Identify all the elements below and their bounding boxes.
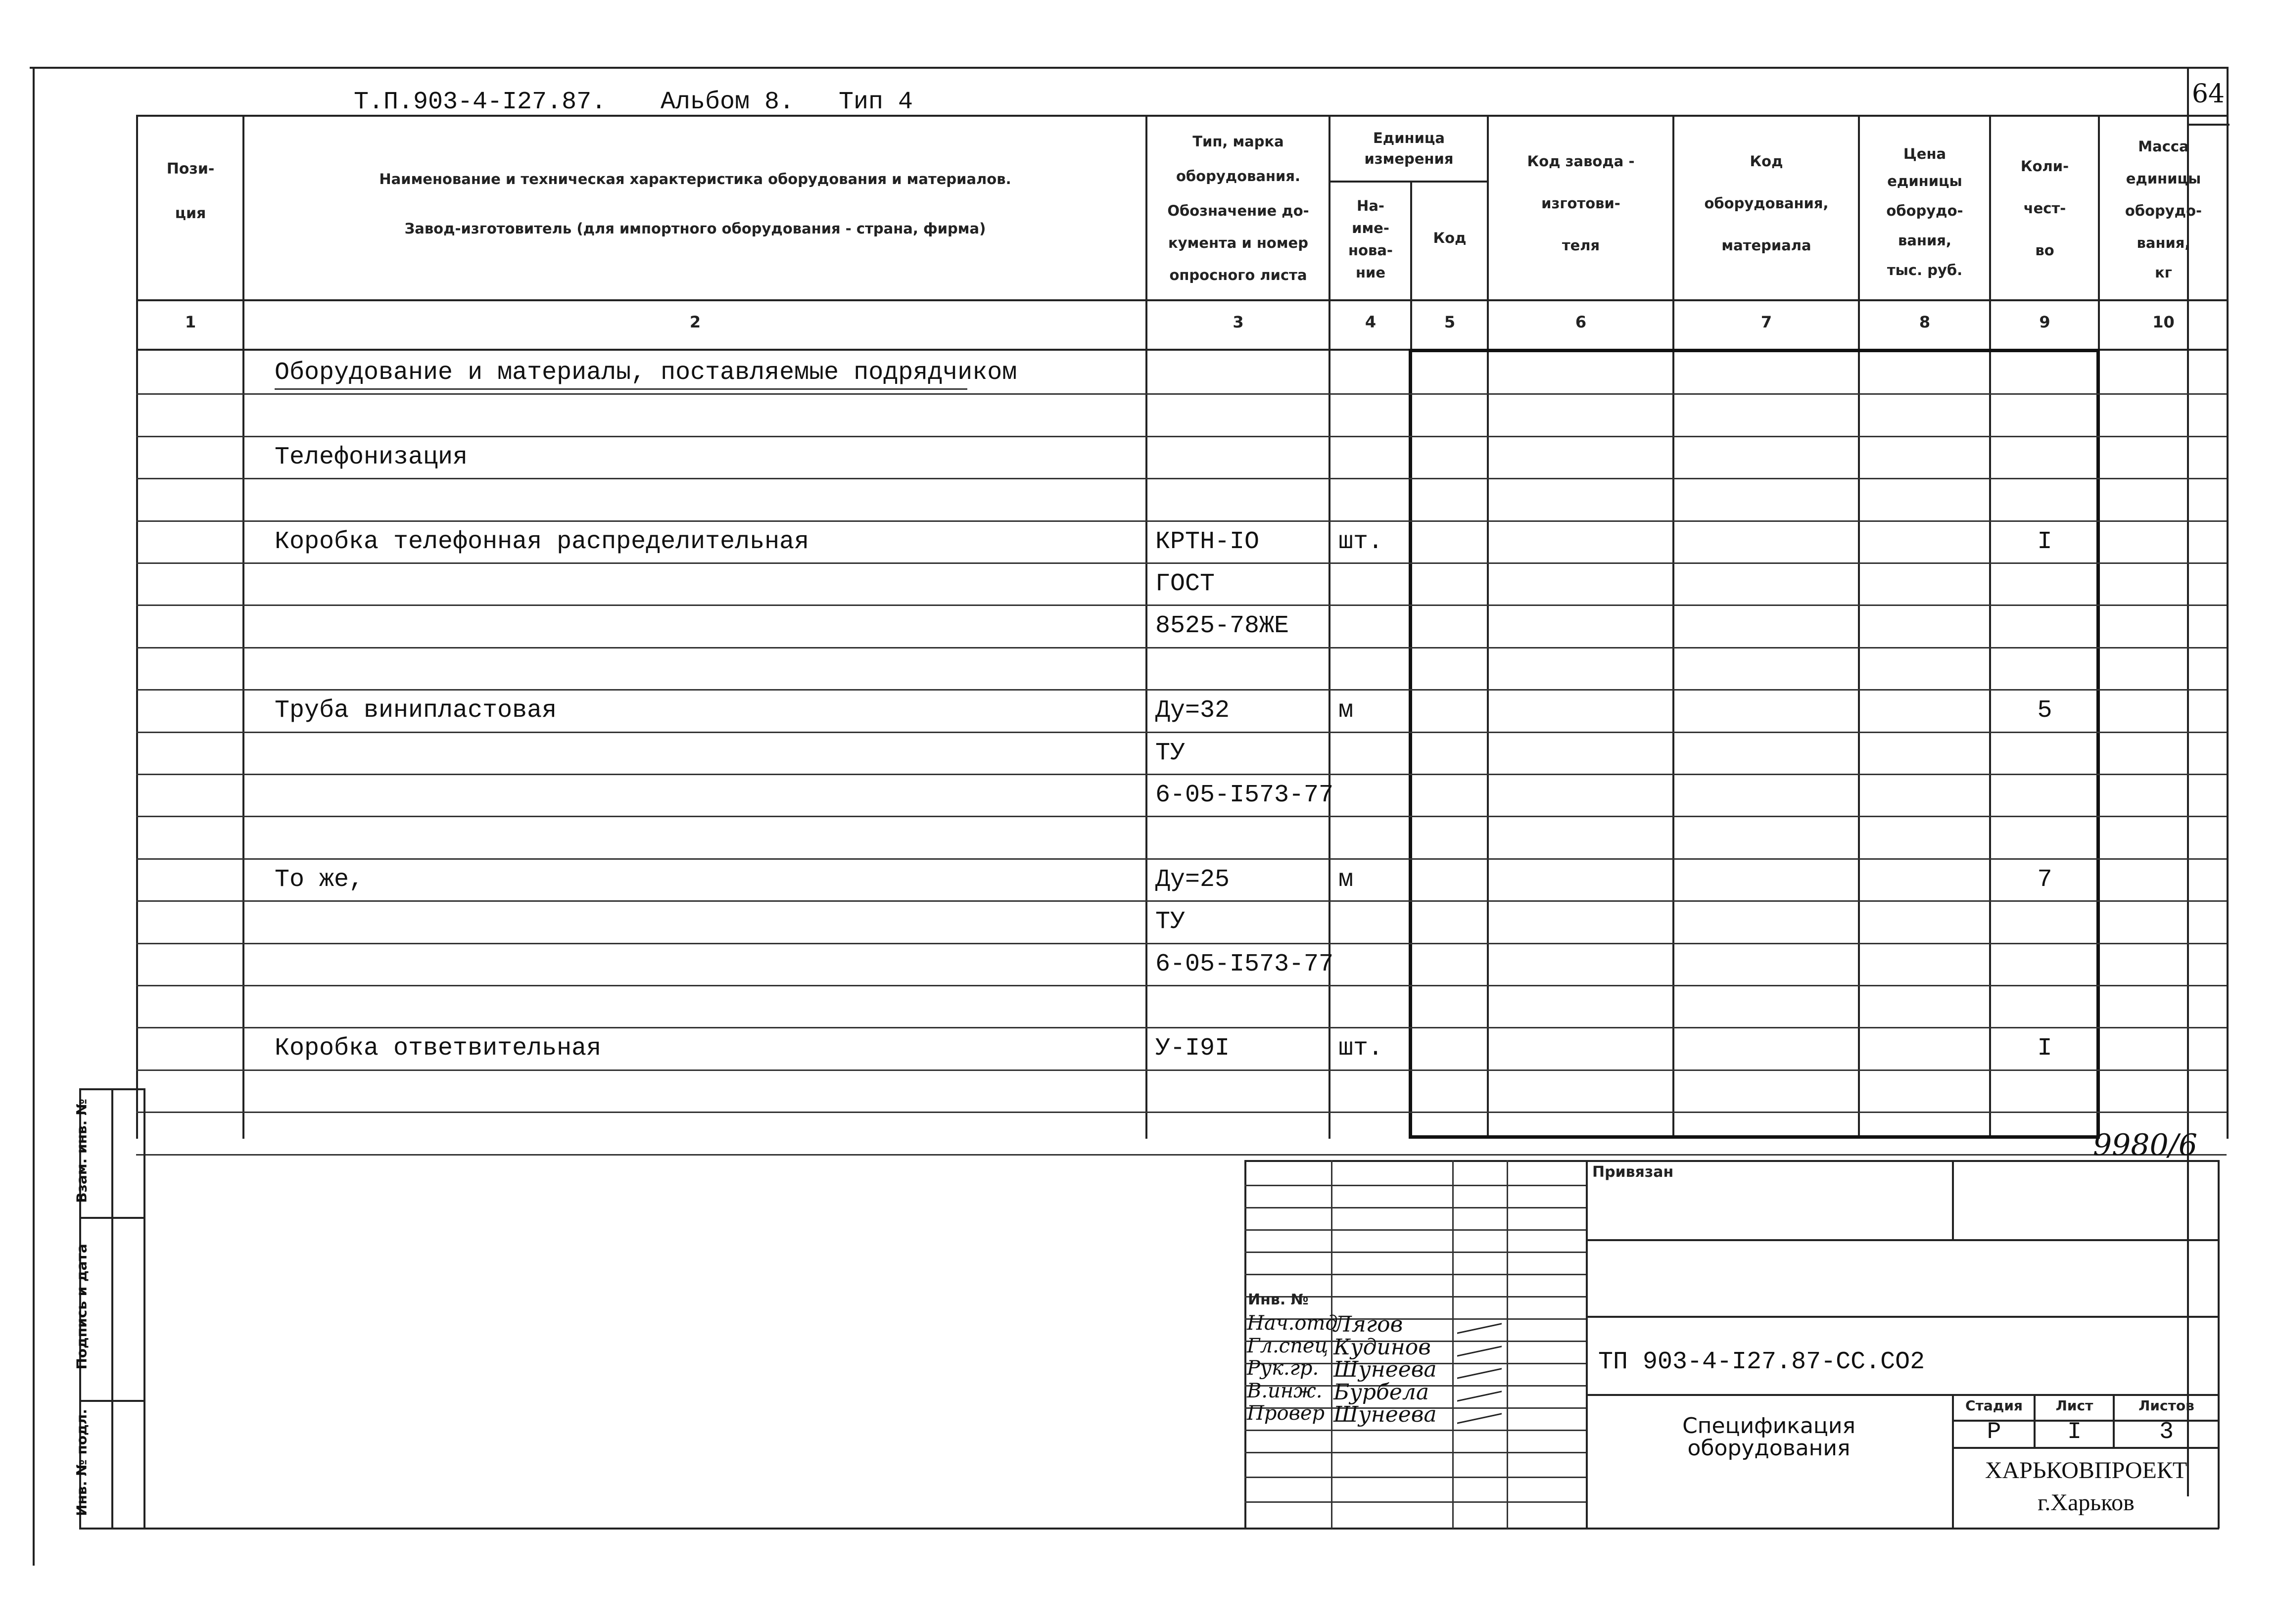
row-divider [136,858,2227,860]
frame-top [30,67,2227,69]
sheets-value: 3 [2159,1419,2174,1445]
title-grid-line [1244,1252,1586,1253]
item-type: У-I9I [1155,1034,1230,1063]
row-divider [136,816,2227,817]
signer-name: Шунеева [1333,1402,1437,1427]
item-type: Ду=32 [1155,696,1230,725]
item-type: ГОСТ [1155,570,1215,598]
sheets-label: Листов [2138,1397,2194,1414]
hdr-col8-e: тыс. руб. [1887,262,1963,278]
item-type: Ду=25 [1155,865,1230,894]
hdr-col6-a: Код завода - [1527,153,1635,170]
table-right-border [2227,115,2229,1139]
signer-role: Гл.спец [1247,1334,1329,1357]
item-type: 8525-78ЖЕ [1155,612,1289,641]
hdr-col5: Код [1433,230,1467,246]
colnum-6: 6 [1575,313,1587,331]
title-grid-line [1244,1207,1586,1208]
hdr-col8-a: Цена [1903,145,1947,162]
table-top-border [136,115,2227,117]
signer-name: Шунеева [1333,1357,1437,1382]
hdr-col6-b: изготови- [1541,195,1620,212]
colnum-2: 2 [689,313,701,331]
hdr-col3-b: оборудования. [1176,168,1301,185]
item-type: КРТН-IO [1155,527,1260,556]
row-divider [136,393,2227,395]
colnum-9: 9 [2039,313,2050,331]
item-type: ТУ [1155,739,1186,767]
frame-left-outer [33,67,35,1566]
hdr-col7-b: оборудования, [1704,195,1829,212]
row-divider [136,943,2227,944]
inv-no-label: Инв. № [1248,1291,1309,1308]
hdr-col7-a: Код [1750,153,1783,170]
stage-value: Р [1987,1419,2001,1445]
colnum-3: 3 [1233,313,1244,331]
hdr-col4-a: На- [1357,197,1384,214]
sheet-label: Лист [2055,1397,2093,1414]
title-grid-line [1244,1185,1586,1186]
item-name: Коробка ответвительная [275,1034,602,1063]
row-divider [136,774,2227,775]
item-name: Оборудование и материалы, поставляемые подрядчиком [275,359,1017,387]
row-divider [136,562,2227,564]
hdr-col4-b: име- [1352,220,1389,236]
signer-role: Провер [1247,1402,1325,1425]
row-divider [136,732,2227,733]
hdr-col7-c: материала [1721,237,1811,254]
side-label-podpis: Подпись и дата [73,1244,90,1370]
colnum-10: 10 [2152,313,2175,331]
hdr-col10-c: оборудо- [2125,202,2202,219]
item-name: То же, [275,865,364,894]
side-label-inv: Инв. № подл. [73,1409,90,1516]
hdr-col10-a: Масса [2138,138,2189,155]
row-divider [136,478,2227,479]
item-unit: м [1338,865,1354,894]
hdr-col8-b: единицы [1887,173,1962,189]
signer-name: Кудинов [1333,1334,1431,1360]
title-grid-line [1244,1477,1586,1478]
title-line-2: оборудования [1687,1436,1851,1461]
hdr-col1-b: ция [175,205,206,222]
item-type: ТУ [1155,908,1186,936]
hdr-col8-d: вания, [1898,232,1951,249]
frame-bottom [79,1528,2219,1530]
org-name: ХАРЬКОВПРОЕКТ [1985,1457,2187,1484]
hdr-col6-c: теля [1562,237,1600,254]
item-unit: м [1338,696,1354,725]
item-qty: I [2037,527,2052,556]
hdr-col10-e: кг [2155,264,2172,281]
item-unit: шт. [1338,1034,1383,1063]
hdr-col3-a: Тип, марка [1192,133,1284,150]
header-doc-code: Т.П.903-4-I27.87. [354,88,607,116]
hdr-col3-c: Обозначение до- [1167,202,1309,219]
hdr-col9-a: Коли- [2020,158,2069,175]
row-divider [136,1154,2227,1156]
stage-label: Стадия [1965,1397,2023,1414]
header-type: Тип 4 [839,88,913,116]
hdr-col9-b: чест- [2023,200,2066,217]
org-city: г.Харьков [2038,1489,2135,1516]
colnum-4: 4 [1365,313,1377,331]
handwritten-number: 9980/6 [2093,1128,2198,1162]
item-unit: шт. [1338,527,1383,556]
title-grid-line [1244,1274,1586,1275]
hdr-col8-c: оборудо- [1886,202,1963,219]
title-doc-code: ТП 903-4-I27.87-СС.СО2 [1598,1348,1925,1376]
colnum-1: 1 [185,313,196,331]
signer-role: Рук.гр. [1247,1357,1319,1380]
item-type: 6-05-I573-77 [1155,781,1334,809]
item-name: Труба винипластовая [275,696,557,725]
colnum-5: 5 [1444,313,1456,331]
row-divider [136,689,2227,691]
title-grid-line [1244,1229,1586,1231]
item-name: Телефонизация [275,443,468,471]
title-grid-line [1244,1501,1586,1503]
side-label-vzam: Взам. инв. № [73,1099,90,1203]
colnum-8: 8 [1919,313,1931,331]
section-heading-underline [275,388,967,390]
title-grid-line [1244,1452,1586,1453]
hdr-col2-b: Завод-изготовитель (для импортного оборудования - страна, фирма) [404,220,986,237]
signer-role: В.инж. [1247,1379,1323,1402]
hdr-col9-c: во [2035,242,2054,259]
hdr-col10-d: вания, [2137,234,2190,251]
row-divider [136,520,2227,522]
signer-name: Лягов [1333,1312,1403,1337]
signer-role: Нач.отд [1247,1312,1338,1335]
item-qty: I [2037,1034,2052,1063]
row-divider [136,985,2227,986]
row-divider [136,1027,2227,1028]
hdr-col1-a: Пози- [166,160,215,178]
item-qty: 7 [2037,865,2052,894]
hdr-unit-b: измерения [1364,150,1454,167]
row-divider [136,900,2227,902]
item-qty: 5 [2037,696,2052,725]
row-divider [136,647,2227,649]
signer-name: Бурбела [1333,1379,1429,1405]
hdr-col3-e: опросного листа [1169,267,1307,283]
row-divider [136,1112,2227,1113]
row-divider [136,436,2227,437]
hdr-col3-d: кумента и номер [1168,234,1308,251]
title-grid-line [1244,1430,1586,1431]
hdr-col2-a: Наименование и техническая характеристика оборудования и материалов. [379,171,1011,187]
colnum-7: 7 [1760,313,1772,331]
hdr-col10-b: единицы [2126,170,2201,187]
item-type: 6-05-I573-77 [1155,950,1334,978]
privyazan-label: Привязан [1592,1163,1674,1181]
hdr-unit-a: Единица [1373,130,1445,146]
item-name: Коробка телефонная распределительная [275,527,809,556]
row-divider [136,604,2227,606]
hdr-col4-c: нова- [1348,242,1393,259]
header-album: Альбом 8. [661,88,795,116]
hdr-col4-d: ние [1355,264,1386,281]
title-line-1: Спецификация [1682,1413,1855,1438]
sheet-value: I [2067,1419,2082,1445]
page-number: 64 [2191,79,2225,109]
row-divider [136,1069,2227,1071]
